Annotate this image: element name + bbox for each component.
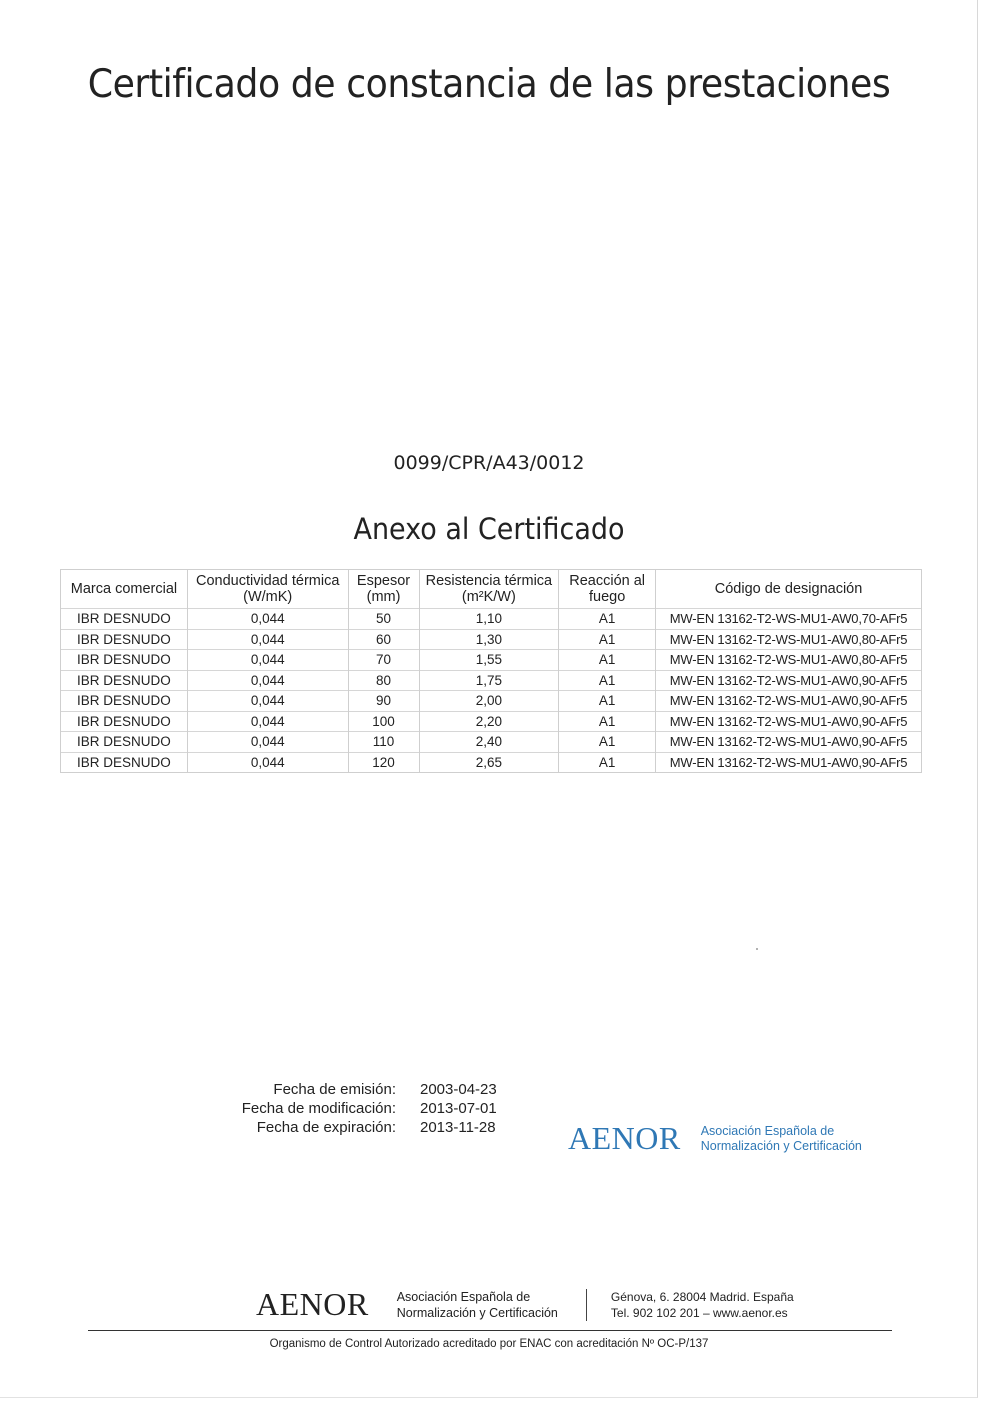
header-line: fuego	[588, 589, 626, 605]
cell-resistencia: 1,10	[419, 609, 559, 630]
footer-rule	[88, 1330, 892, 1331]
date-value: 2013-11-28	[420, 1119, 496, 1136]
footer-org-name	[397, 1289, 558, 1321]
cell-resistencia: 2,00	[419, 691, 559, 712]
aenor-org-name	[701, 1124, 862, 1154]
cell-conductividad: 0,044	[187, 711, 348, 732]
table-row	[61, 711, 922, 732]
cell-conductividad: 0,044	[187, 691, 348, 712]
cell-conductividad: 0,044	[187, 629, 348, 650]
cell-marca: IBR DESNUDO	[61, 650, 188, 671]
cell-reaccion: A1	[559, 629, 656, 650]
date-row-modificacion	[230, 1099, 497, 1118]
cell-resistencia: 2,40	[419, 732, 559, 753]
header-line: Marca comercial	[70, 581, 178, 597]
header-line: Espesor	[356, 573, 411, 589]
header-espesor	[348, 570, 419, 609]
header-line: Reacción al	[569, 573, 646, 589]
cell-codigo: MW-EN 13162-T2-WS-MU1-AW0,90-AFr5	[656, 670, 922, 691]
header-codigo-designacion	[656, 570, 922, 609]
org-line: Normalización y Certificación	[700, 1138, 862, 1153]
date-row-expiracion	[230, 1118, 497, 1137]
cell-resistencia: 2,20	[419, 711, 559, 732]
cell-reaccion: A1	[559, 732, 656, 753]
footer-address	[611, 1289, 794, 1321]
aenor-brand	[568, 1120, 862, 1157]
header-resistencia	[419, 570, 559, 609]
cell-resistencia: 1,30	[419, 629, 559, 650]
header-reaccion-fuego	[559, 570, 656, 609]
header-unit: (m²K/W)	[461, 589, 516, 605]
org-line: Asociación Española de	[700, 1123, 835, 1138]
cell-codigo: MW-EN 13162-T2-WS-MU1-AW0,80-AFr5	[656, 629, 922, 650]
table-row	[61, 670, 922, 691]
table-row	[61, 629, 922, 650]
cell-codigo: MW-EN 13162-T2-WS-MU1-AW0,70-AFr5	[656, 609, 922, 630]
footer-aenor-logo: AENOR	[256, 1286, 369, 1322]
document-title: Certificado de constancia de las prestaciones	[87, 62, 891, 107]
cell-espesor: 80	[348, 670, 419, 691]
org-line: Normalización y Certificación	[396, 1305, 558, 1320]
header-line: Resistencia térmica	[425, 573, 553, 589]
date-row-emision	[230, 1080, 497, 1099]
cell-espesor: 120	[348, 752, 419, 773]
date-value: 2003-04-23	[420, 1081, 497, 1098]
cell-marca: IBR DESNUDO	[61, 711, 188, 732]
cell-conductividad: 0,044	[187, 752, 348, 773]
cell-reaccion: A1	[559, 711, 656, 732]
annex-title: Anexo al Certificado	[353, 512, 625, 546]
scan-speck	[756, 948, 758, 950]
date-label: Fecha de modificación:	[241, 1100, 396, 1117]
aenor-logo: AENOR	[568, 1120, 681, 1156]
date-value: 2013-07-01	[420, 1100, 497, 1117]
cell-espesor: 50	[348, 609, 419, 630]
table-row	[61, 752, 922, 773]
cell-codigo: MW-EN 13162-T2-WS-MU1-AW0,90-AFr5	[656, 732, 922, 753]
cell-conductividad: 0,044	[187, 732, 348, 753]
cell-espesor: 110	[348, 732, 419, 753]
address-line: Tel. 902 102 201 – www.aenor.es	[610, 1305, 788, 1320]
cell-resistencia: 1,75	[419, 670, 559, 691]
header-marca-comercial	[61, 570, 188, 609]
cell-codigo: MW-EN 13162-T2-WS-MU1-AW0,90-AFr5	[656, 752, 922, 773]
certificate-number: 0099/CPR/A43/0012	[393, 452, 585, 474]
table-row	[61, 609, 922, 630]
cell-reaccion: A1	[559, 609, 656, 630]
cell-reaccion: A1	[559, 752, 656, 773]
cell-espesor: 100	[348, 711, 419, 732]
table-header-row	[61, 570, 922, 609]
cell-resistencia: 1,55	[419, 650, 559, 671]
dates-block	[230, 1080, 497, 1137]
date-label: Fecha de expiración:	[256, 1119, 396, 1136]
cell-conductividad: 0,044	[187, 650, 348, 671]
table-row	[61, 691, 922, 712]
header-conductividad	[187, 570, 348, 609]
header-unit: (mm)	[366, 589, 401, 605]
cell-conductividad: 0,044	[187, 670, 348, 691]
cell-marca: IBR DESNUDO	[61, 629, 188, 650]
cell-espesor: 60	[348, 629, 419, 650]
footer	[256, 1286, 794, 1323]
cell-espesor: 90	[348, 691, 419, 712]
cell-marca: IBR DESNUDO	[61, 670, 188, 691]
cell-codigo: MW-EN 13162-T2-WS-MU1-AW0,90-AFr5	[656, 711, 922, 732]
cell-codigo: MW-EN 13162-T2-WS-MU1-AW0,80-AFr5	[656, 650, 922, 671]
cell-espesor: 70	[348, 650, 419, 671]
header-unit: (W/mK)	[243, 589, 293, 605]
table-row	[61, 732, 922, 753]
performance-table	[60, 569, 922, 773]
header-line: Código de designación	[714, 581, 863, 597]
cell-marca: IBR DESNUDO	[61, 609, 188, 630]
cell-marca: IBR DESNUDO	[61, 691, 188, 712]
org-line: Asociación Española de	[396, 1289, 531, 1304]
accreditation-note: Organismo de Control Autorizado acreditado por ENAC con acreditación Nº OC-P/137	[269, 1338, 709, 1350]
table-row	[61, 650, 922, 671]
footer-divider	[586, 1289, 587, 1321]
header-line: Conductividad térmica	[195, 573, 340, 589]
cell-reaccion: A1	[559, 691, 656, 712]
date-label: Fecha de emisión:	[273, 1081, 396, 1098]
cell-reaccion: A1	[559, 650, 656, 671]
cell-reaccion: A1	[559, 670, 656, 691]
cell-resistencia: 2,65	[419, 752, 559, 773]
cell-codigo: MW-EN 13162-T2-WS-MU1-AW0,90-AFr5	[656, 691, 922, 712]
cell-marca: IBR DESNUDO	[61, 752, 188, 773]
address-line: Génova, 6. 28004 Madrid. España	[610, 1289, 794, 1304]
cell-marca: IBR DESNUDO	[61, 732, 188, 753]
cell-conductividad: 0,044	[187, 609, 348, 630]
